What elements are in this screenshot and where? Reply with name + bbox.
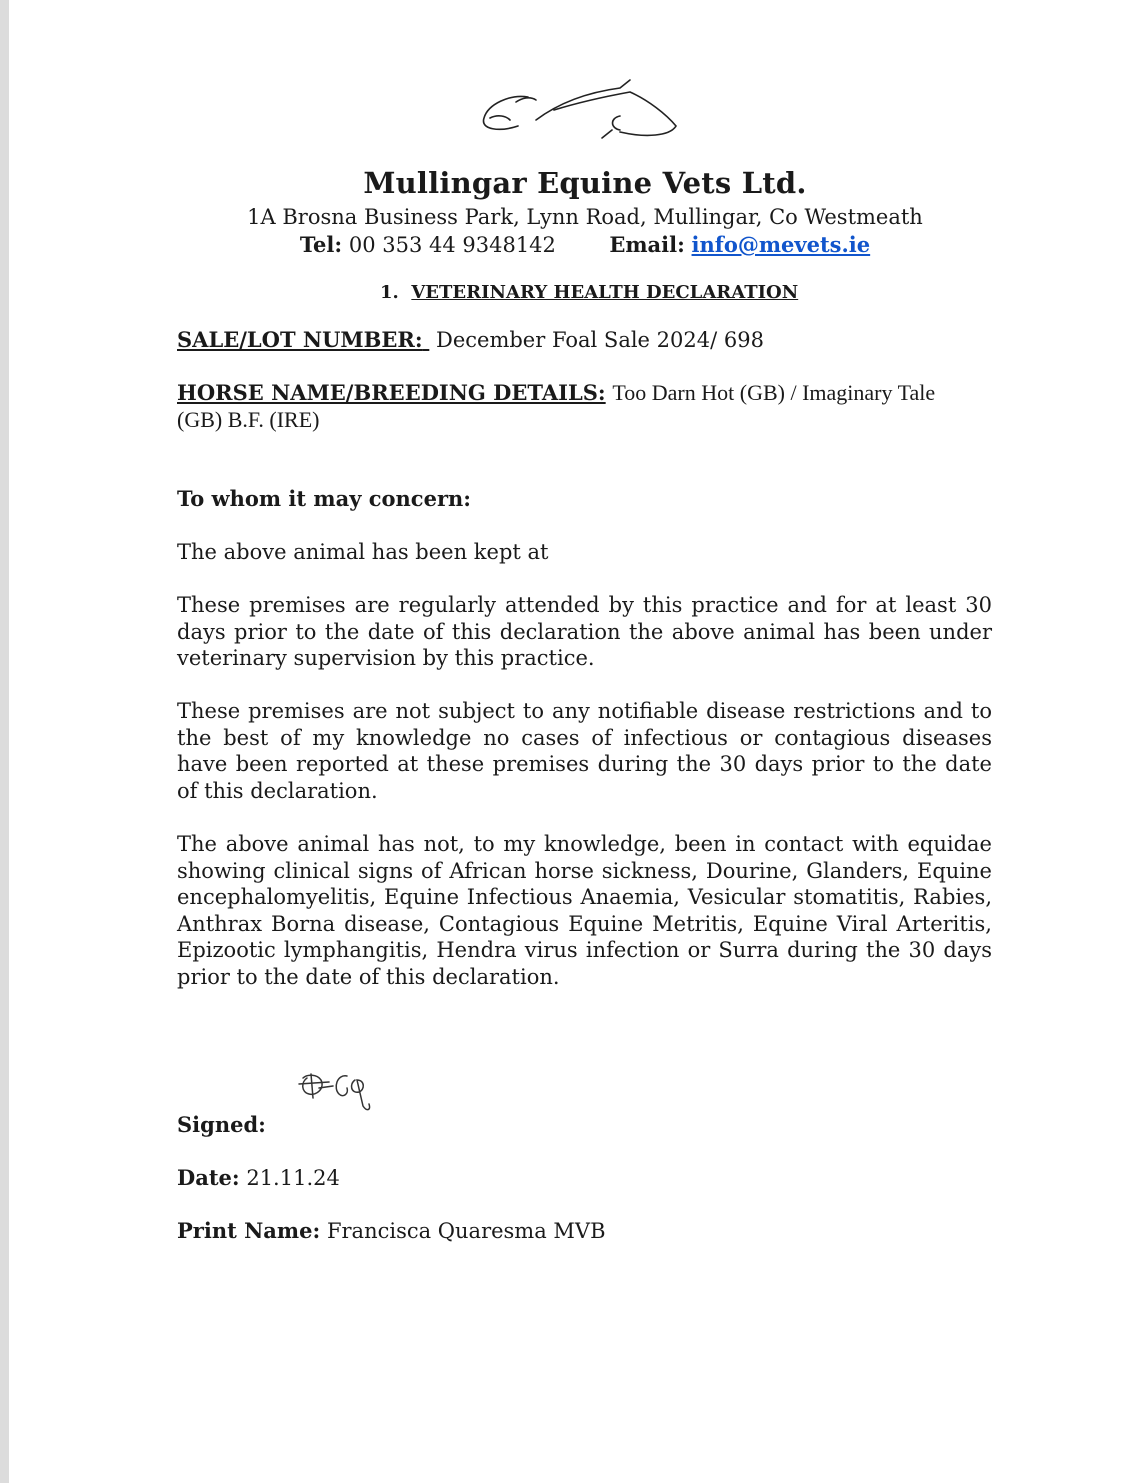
paragraph-restrictions: These premises are not subject to any notifiable disease restrictions and to the best of my knowledge no cases of infectious or contagious diseases have been reported at these premises during the 30 days prior to the date of this declaration. — [177, 699, 992, 803]
date-label: Date: — [177, 1165, 240, 1190]
paragraph-supervision: These premises are regularly attended by this practice and for at least 30 days prior to the date of this declaration the above animal has been under veterinary supervision by this practice. — [177, 593, 992, 670]
handwritten-signature-icon — [295, 1066, 380, 1116]
print-name-line — [177, 1218, 606, 1243]
sale-lot-value: December Foal Sale 2024/ 698 — [436, 328, 764, 352]
date-value: 21.11.24 — [246, 1166, 340, 1190]
salutation: To whom it may concern: — [177, 486, 472, 511]
horse-head-logo-icon — [470, 72, 690, 150]
company-address: 1A Brosna Business Park, Lynn Road, Mullingar, Co Westmeath — [247, 205, 923, 229]
contact-line — [0, 232, 1138, 257]
paragraph-kept-at: The above animal has been kept at — [177, 540, 549, 564]
tel-label: Tel: — [299, 232, 343, 257]
company-name: Mullingar Equine Vets Ltd. — [363, 166, 807, 200]
document-title — [380, 282, 798, 303]
email-link[interactable]: info@mevets.ie — [691, 232, 871, 257]
sale-lot-label: SALE/LOT NUMBER: — [177, 327, 423, 352]
tel-value: 00 353 44 9348142 — [348, 233, 556, 257]
sale-lot-line — [177, 327, 764, 352]
email-label: Email: — [609, 232, 685, 257]
paragraph-contact: The above animal has not, to my knowledge, been in contact with equidae showing clinical signs of African horse sickness, Dourine, Glanders, Equine encephalomyelitis, Equine Infectious Anaemia, Vesicular stomatitis, Rabies, Anthrax Borna disease, Contagious Equine Metritis, Equine Viral Arteritis, Epizootic lymphangitis, Hendra virus infection or Surra during the 30 days prior to the date of this declaration. — [177, 832, 992, 989]
print-name-label: Print Name: — [177, 1218, 321, 1243]
title-number: 1. — [380, 282, 399, 303]
horse-details-value: Too Darn Hot (GB) / Imaginary Tale — [612, 380, 936, 405]
signed-label: Signed: — [177, 1112, 266, 1137]
horse-details-value-cont: (GB) B.F. (IRE) — [177, 407, 320, 432]
title-text: VETERINARY HEALTH DECLARATION — [411, 282, 799, 303]
print-name-value: Francisca Quaresma MVB — [326, 1219, 606, 1243]
date-line — [177, 1165, 340, 1190]
horse-details-line — [177, 380, 935, 406]
horse-details-label: HORSE NAME/BREEDING DETAILS: — [177, 380, 606, 405]
signed-line — [177, 1112, 266, 1137]
